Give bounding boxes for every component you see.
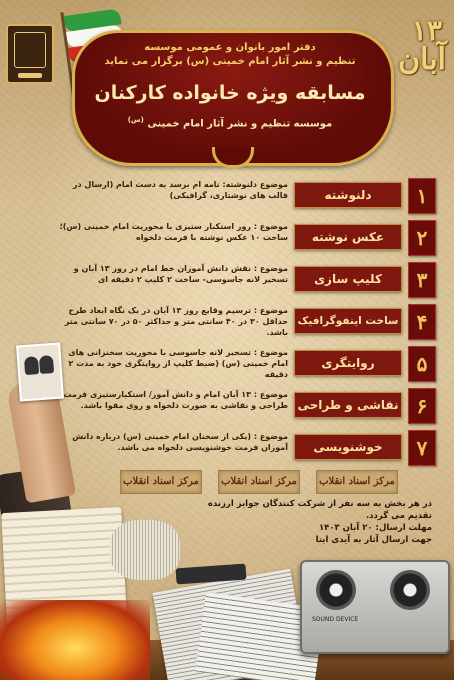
contest-item [0,388,454,424]
item-description: موضوع دلنوشته: نامه ام برسد به دست امام (ارسال در قالب های نوشتاری، گرافیکی) [72,180,288,200]
footer-prizes: در هر بخش به سه نفر از شرکت کنندگان جوایز ارزنده تقدیم می گردد. [207,499,432,521]
aban-logo-word: آبان [398,42,446,77]
recorder-label: SOUND DEVICE [312,616,359,623]
institute-logo [6,24,54,84]
shredded-paper-illustration [110,520,180,580]
aban-13-logo [394,8,450,80]
item-number: ۵ [408,346,436,382]
item-label: عکس نوشته [294,224,402,250]
aban-logo-number: ۱۳ [411,14,442,47]
sponsor-logo: مرکز اسناد انقلاب [316,470,398,494]
portrait-photo [16,343,64,402]
contest-item [0,346,454,382]
footer-info [196,498,432,546]
contest-item [0,178,454,214]
tape-reel-icon [390,570,430,610]
contest-item [0,304,454,340]
header-line1: دفتر امور بانوان و عمومی موسسه [144,42,316,53]
header-banner [72,30,388,166]
contest-item [0,220,454,256]
portrait-figure [39,355,54,374]
item-number: ۶ [408,388,436,424]
item-number: ۲ [408,220,436,256]
tape-reel-icon [316,570,356,610]
item-label: دلنوشته [294,182,402,208]
sponsor-logo: مرکز اسناد انقلاب [120,470,202,494]
item-description: موضوع : نقش دانش آموزان خط امام در روز ۱۳ آبان و تسخیر لانه جاسوسی- ساخت ۲ کلیپ ۲ دقیقه ای [73,264,288,284]
footer-send: جهت ارسال آثار به آیدی ایتا [315,535,432,545]
item-number: ۴ [408,304,436,340]
item-description: موضوع : (یکی از سخنان امام خمینی (س) درباره دانش آموزان فرمت خوشنویسی دلخواه می باشد. [72,432,288,452]
item-description: موضوع : ترسیم وقایع روز ۱۳ آبان در یک نگاه ابعاد طرح حداقل ۳۰ در ۴۰ سانتی متر و حداکثر ۵۰ در ۷۰ سانتی متر باشد. [64,306,288,337]
contest-item [0,262,454,298]
item-label: روایتگری [294,350,402,376]
item-label: کلیپ سازی [294,266,402,292]
header-line2: تنظیم و نشر آثار امام خمینی (س) برگزار می نماید [104,56,356,67]
item-number: ۱ [408,178,436,214]
page-title: مسابقه ویژه خانواده کارکنان [94,82,366,104]
logo-frame [14,32,46,68]
item-label: نقاشی و طراحی [294,392,402,418]
item-number: ۳ [408,262,436,298]
item-label: خوشنویسی [294,434,402,460]
item-description: موضوع : ۱۳ آبان امام و دانش آموز/ استکبارستیزی فرمت طراحی و نقاشی به صورت دلخواه و روی مقوا باشد. [63,390,288,410]
subtitle-sup: (س) [127,116,144,124]
tape-recorder-illustration [300,560,450,654]
logo-bar [18,73,42,78]
page-subtitle [72,116,388,129]
item-description: موضوع : روز استکبار ستیزی با محوریت امام خمینی (س)؛ ساخت ۱۰ عکس نوشته با فرمت دلخواه [59,222,288,242]
sponsor-logos [120,470,410,500]
subtitle-text: موسسه تنظیم و نشر آثار امام خمینی [147,118,333,130]
sponsor-logo: مرکز اسناد انقلاب [218,470,300,494]
fire-illustration [0,600,150,680]
item-description: موضوع : تسخیر لانه جاسوسی با محوریت سخنرانی های امام خمینی (س) (ضبط کلیپ از روایتگری خود به مدت ۲ دقیقه [68,348,288,379]
item-number: ۷ [408,430,436,466]
item-label: ساخت اینفوگرافیک [294,308,402,334]
footer-deadline: مهلت ارسال: ۲۰ آبان ۱۴۰۳ [318,523,432,533]
portrait-figure [24,356,39,375]
